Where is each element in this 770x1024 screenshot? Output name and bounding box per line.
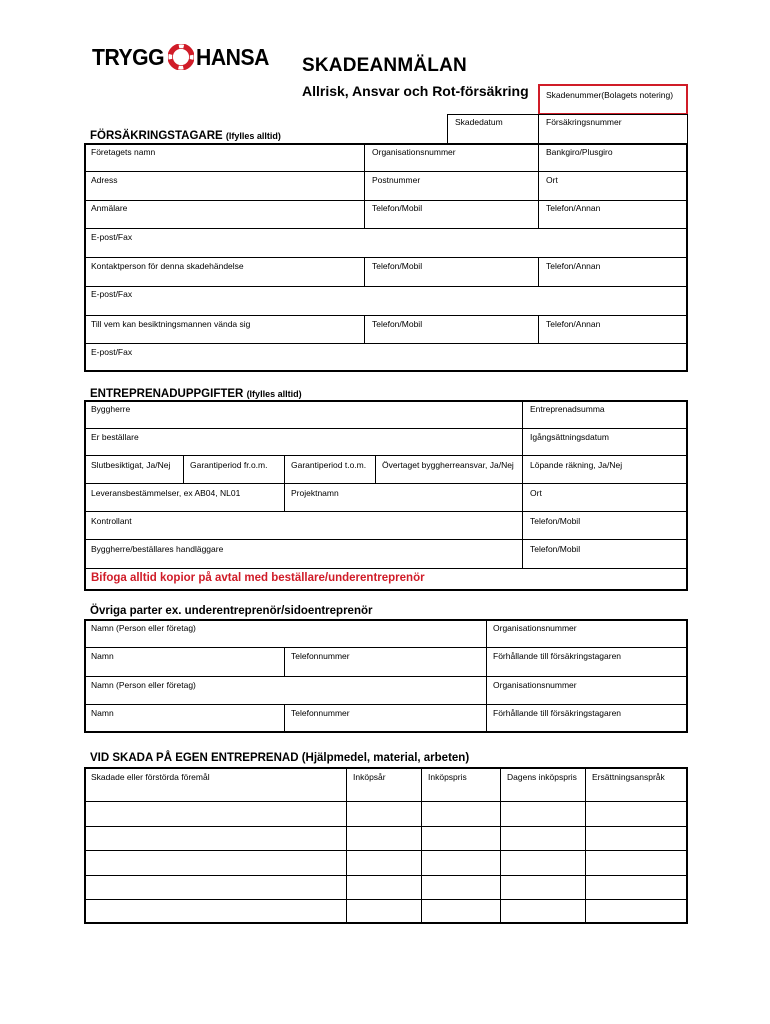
policy-number-field[interactable]: Försäkringsnummer <box>546 117 622 127</box>
column-damaged-items: Skadade eller förstörda föremål <box>91 772 210 782</box>
form-title: SKADEANMÄLAN <box>302 55 467 76</box>
postal-code-field[interactable]: Postnummer <box>372 175 421 185</box>
inspector-contact-field[interactable]: Till vem kan besiktningsmannen vända sig <box>91 319 251 329</box>
company-name-field[interactable]: Företagets namn <box>91 147 156 157</box>
running-account-field[interactable]: Löpande räkning, Ja/Nej <box>530 460 623 470</box>
form-subtitle: Allrisk, Ansvar och Rot-försäkring <box>302 83 529 99</box>
delivery-terms-field[interactable]: Leveransbestämmelser, ex AB04, NL01 <box>91 488 241 498</box>
start-date-field[interactable]: Igångsättningsdatum <box>530 432 609 442</box>
contact-email-field[interactable]: E-post/Fax <box>91 289 133 299</box>
bankgiro-field[interactable]: Bankgiro/Plusgiro <box>546 147 613 157</box>
brand-logo-left: TRYGG <box>92 43 165 70</box>
column-compensation-claim: Ersättningsanspråk <box>592 772 665 782</box>
own-contract-heading: VID SKADA PÅ EGEN ENTREPRENAD (Hjälpmedel, material, arbeten) <box>90 752 470 764</box>
brand-logo <box>92 40 276 74</box>
damaged-items-table <box>84 767 688 924</box>
project-name-field[interactable]: Projektnamn <box>291 488 339 498</box>
party2-phone-field[interactable]: Telefonnummer <box>291 708 350 718</box>
handler-phone-field[interactable]: Telefon/Mobil <box>530 544 581 554</box>
inspector-phone-other-field[interactable]: Telefon/Annan <box>546 319 601 329</box>
claim-reference-label: Skadenummer(Bolagets notering) <box>546 90 674 100</box>
address-field[interactable]: Adress <box>91 175 118 185</box>
reporter-phone-other-field[interactable]: Telefon/Annan <box>546 203 601 213</box>
policyholder-heading: FÖRSÄKRINGSTAGARE (Ifylles alltid) <box>90 130 281 142</box>
column-current-price: Dagens inköpspris <box>507 772 577 782</box>
contact-phone-other-field[interactable]: Telefon/Annan <box>546 261 601 271</box>
party2-org-number-field[interactable]: Organisationsnummer <box>493 680 577 690</box>
controller-phone-field[interactable]: Telefon/Mobil <box>530 516 581 526</box>
client-liability-field[interactable]: Övertaget byggherreansvar, Ja/Nej <box>382 460 514 470</box>
contract-sum-field[interactable]: Entreprenadsumma <box>530 404 605 414</box>
contract-heading: ENTREPRENADUPPGIFTER (Ifylles alltid) <box>90 388 302 400</box>
party1-relation-field[interactable]: Förhållande till försäkringstagaren <box>493 651 622 661</box>
client-field[interactable]: Byggherre <box>91 404 131 414</box>
city-field[interactable]: Ort <box>546 175 558 185</box>
brand-logo-right: HANSA <box>196 43 270 70</box>
reporter-field[interactable]: Anmälare <box>91 203 128 213</box>
warranty-to-field[interactable]: Garantiperiod t.o.m. <box>291 460 367 470</box>
final-inspection-field[interactable]: Slutbesiktigat, Ja/Nej <box>91 460 171 470</box>
lifebuoy-icon <box>168 44 194 70</box>
org-number-field[interactable]: Organisationsnummer <box>372 147 456 157</box>
column-purchase-year: Inköpsår <box>353 772 386 782</box>
warranty-from-field[interactable]: Garantiperiod fr.o.m. <box>190 460 268 470</box>
controller-field[interactable]: Kontrollant <box>91 516 132 526</box>
party1-phone-field[interactable]: Telefonnummer <box>291 651 350 661</box>
attach-contracts-note: Bifoga alltid kopior på avtal med beställare/underentreprenör <box>91 572 425 584</box>
party2-name-field[interactable]: Namn (Person eller företag) <box>91 680 196 690</box>
damage-date-field[interactable]: Skadedatum <box>455 117 503 127</box>
party1-org-number-field[interactable]: Organisationsnummer <box>493 623 577 633</box>
party2-relation-field[interactable]: Förhållande till försäkringstagaren <box>493 708 622 718</box>
reporter-phone-mobile-field[interactable]: Telefon/Mobil <box>372 203 423 213</box>
party1-name-field[interactable]: Namn (Person eller företag) <box>91 623 196 633</box>
contact-person-field[interactable]: Kontaktperson för denna skadehändelse <box>91 261 244 271</box>
is-orderer-field[interactable]: Er beställare <box>91 432 139 442</box>
claim-reference-field[interactable] <box>538 84 688 115</box>
handler-field[interactable]: Byggherre/beställares handläggare <box>91 544 224 554</box>
other-parties-heading: Övriga parter ex. underentreprenör/sidoentreprenör <box>90 605 373 617</box>
party1-contact-name-field[interactable]: Namn <box>91 651 114 661</box>
inspector-phone-mobile-field[interactable]: Telefon/Mobil <box>372 319 423 329</box>
column-purchase-price: Inköpspris <box>428 772 467 782</box>
party2-contact-name-field[interactable]: Namn <box>91 708 114 718</box>
contact-phone-mobile-field[interactable]: Telefon/Mobil <box>372 261 423 271</box>
project-city-field[interactable]: Ort <box>530 488 542 498</box>
reporter-email-field[interactable]: E-post/Fax <box>91 232 133 242</box>
inspector-email-field[interactable]: E-post/Fax <box>91 347 133 357</box>
